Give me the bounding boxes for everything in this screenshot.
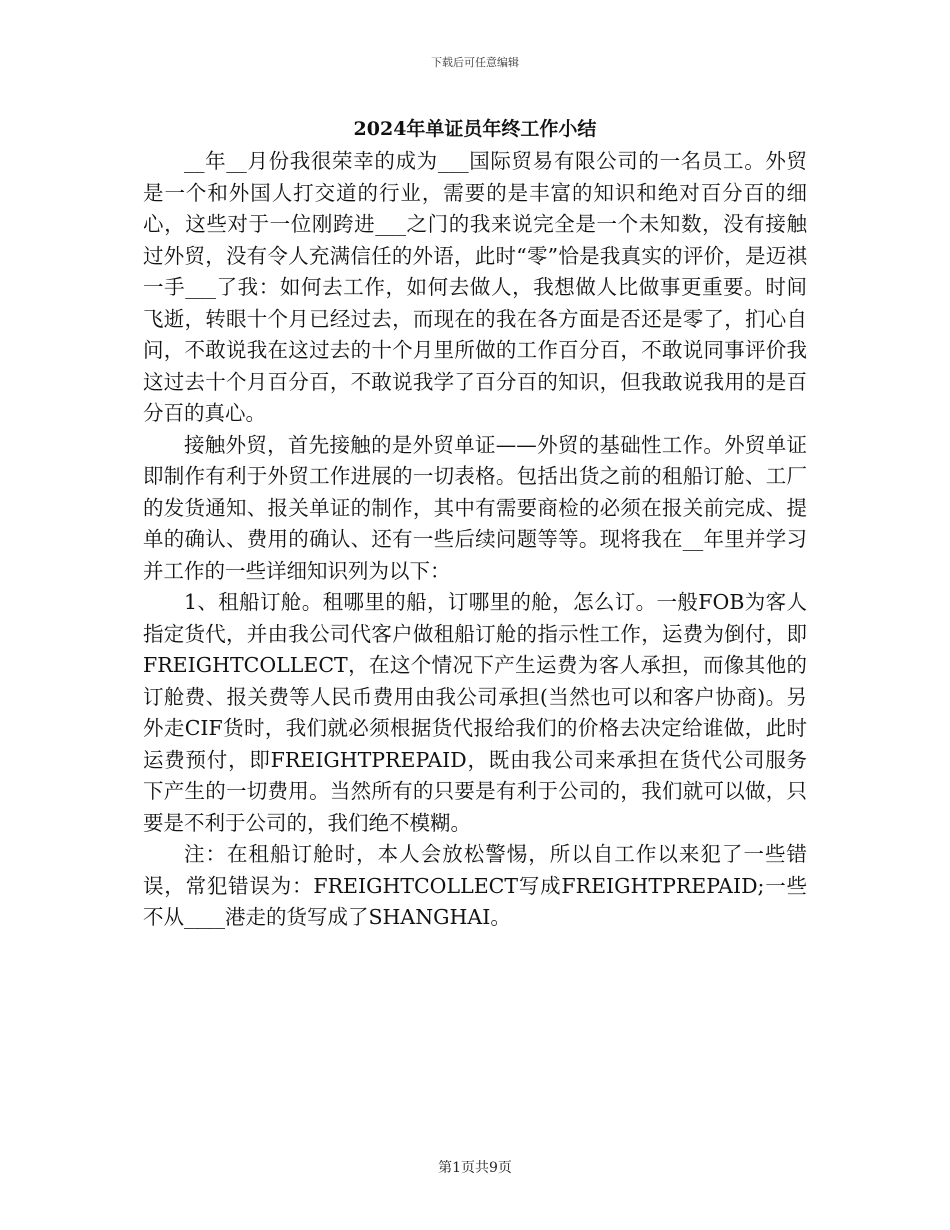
page-title: 2024年单证员年终工作小结 [353,118,597,140]
document-body [143,146,807,934]
header-note: 下载后可任意编辑 [431,56,519,69]
paragraph-note: 注：在租船订舱时，本人会放松警惕，所以自工作以来犯了一些错误，常犯错误为：FREIGHTCOLLECT写成FREIGHTPREPAID;一些不从____港走的货写成了SHANGHAI。 [143,842,807,929]
paragraph-documents-overview: 接触外贸，首先接触的是外贸单证——外贸的基础性工作。外贸单证即制作有利于外贸工作进展的一切表格。包括出货之前的租船订舱、工厂的发货通知、报关单证的制作，其中有需要商检的必须在报关前完成、提单的确认、费用的确认、还有一些后续问题等等。现将我在__年里并学习并工作的一些详细知识列为以下： [143,432,807,583]
page-number: 第1页共9页 [438,1160,512,1176]
paragraph-intro: __年__月份我很荣幸的成为___国际贸易有限公司的一名员工。外贸是一个和外国人打交道的行业，需要的是丰富的知识和绝对百分百的细心，这些对于一位刚跨进___之门的我来说完全是一个未知数，没有接触过外贸，没有令人充满信任的外语，此时“零”恰是我真实的评价，是迈祺一手___了我：如何去工作，如何去做人，我想做人比做事更重要。时间飞逝，转眼十个月已经过去，而现在的我在各方面是否还是零了，扪心自问，不敢说我在这过去的十个月里所做的工作百分百，不敢说同事评价我这过去十个月百分百，不敢说我学了百分百的知识，但我敢说我用的是百分百的真心。 [143,149,807,425]
paragraph-chartering-booking: 1、租船订舱。租哪里的船，订哪里的舱，怎么订。一般FOB为客人指定货代，并由我公司代客户做租船订舱的指示性工作，运费为倒付，即FREIGHTCOLLECT，在这个情况下产生运费为客人承担，而像其他的订舱费、报关费等人民币费用由我公司承担(当然也可以和客户协商)。另外走CIF货时，我们就必须根据货代报给我们的价格去决定给谁做，此时运费预付，即FREIGHTPREPAID，既由我公司来承担在货代公司服务下产生的一切费用。当然所有的只要是有利于公司的，我们就可以做，只要是不利于公司的，我们绝不模糊。 [143,590,807,835]
